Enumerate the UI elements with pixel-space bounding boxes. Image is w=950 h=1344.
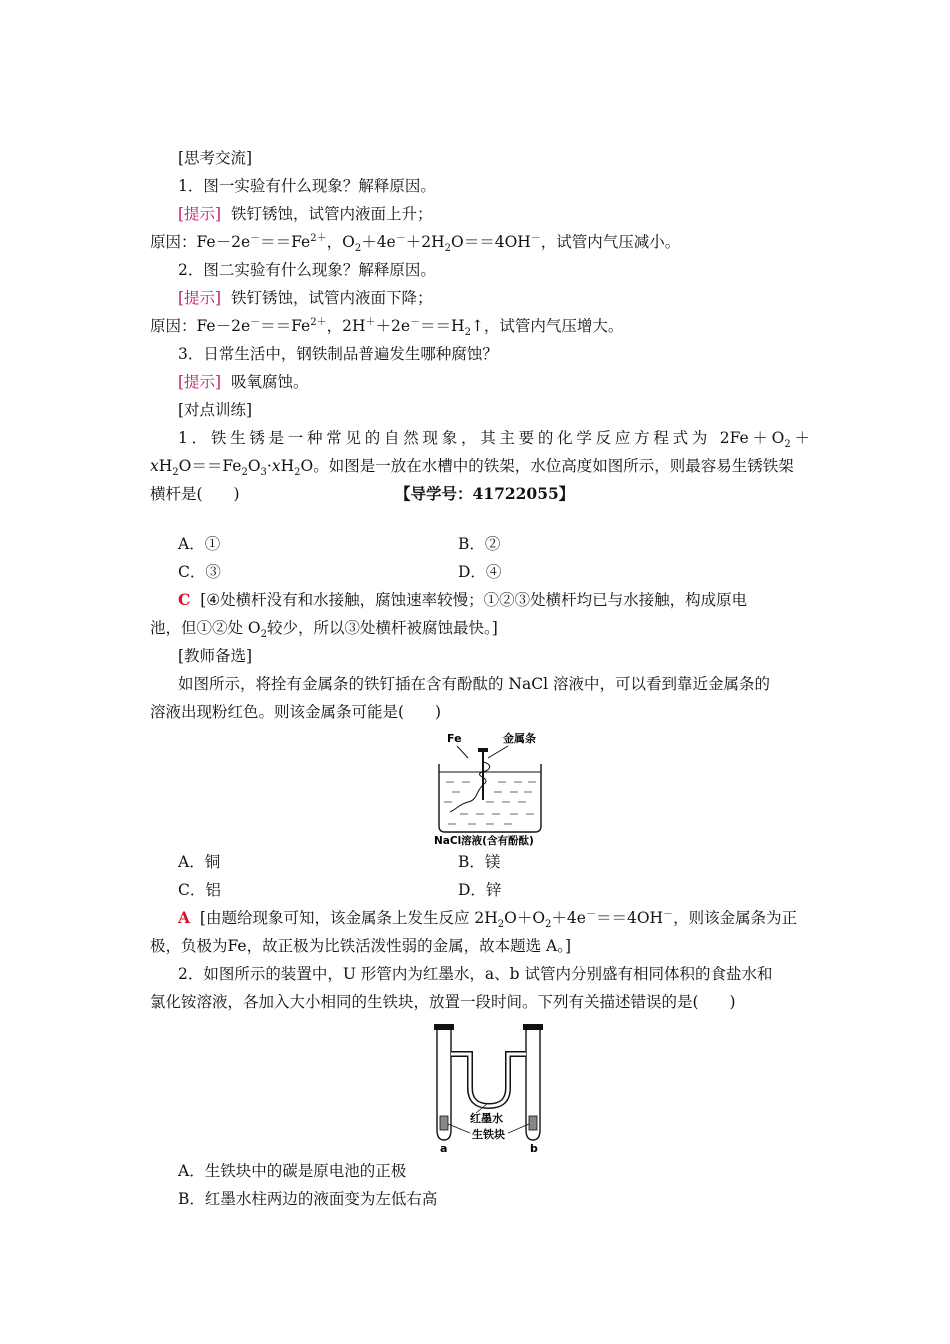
guide-number: 【导学号：41722055】 [395, 484, 575, 503]
section-teacher-heading: [教师备选] [178, 647, 253, 665]
iron-block-b [529, 1116, 537, 1130]
practice-1-option-c: C．③ [178, 563, 221, 581]
hint-tag: [提示] [178, 205, 222, 223]
teacher-explanation-1: A [由题给现象可知，该金属条上发生反应 $2H_2O+O_2+4e^-==4OH^-$，则该金属条为正 [178, 908, 798, 931]
fig-label-metal: 金属条 [503, 732, 536, 745]
metal-pointer [488, 746, 508, 758]
question-3-hint [178, 371, 838, 393]
practice-1-option-b: B．② [458, 535, 501, 553]
beaker [439, 764, 541, 832]
fig-label-a: a [440, 1142, 448, 1155]
section-practice-heading: [对点训练] [178, 401, 253, 419]
question-3: 3．日常生活中，钢铁制品普遍发生哪种腐蚀？ [178, 345, 498, 363]
fig-caption-nacl: NaCl溶液(含有酚酞) [434, 835, 534, 847]
question-1: 1．图一实验有什么现象？解释原因。 [178, 177, 436, 195]
practice-2-line-2: 氯化铵溶液，各加入大小相同的生铁块，放置一段时间。下列有关描述错误的是( ) [150, 993, 736, 1011]
stopper-a [434, 1024, 454, 1030]
fig-label-iron: 生铁块 [472, 1128, 505, 1141]
practice-2-option-a: A．生铁块中的碳是原电池的正极 [178, 1162, 407, 1180]
stopper-b [523, 1024, 543, 1030]
hint-text: 吸氧腐蚀。 [230, 373, 309, 391]
practice-1-explanation-1: C [④处横杆没有和水接触，腐蚀速率较慢；①②③处横杆均已与水接触，构成原电 [178, 590, 748, 609]
fig-label-fe: Fe [447, 732, 462, 745]
hint-tag: [提示] [178, 373, 222, 391]
question-2-hint [178, 287, 838, 309]
question-1-reason: 原因：$Fe-2e^-==Fe^{2+}$，$O_2+4e^-+2H_2O==4OH^-$，试管内气压减小。 [150, 232, 681, 255]
practice-1-explanation-2: 池，但①②处 $O_2$较少，所以③处横杆被腐蚀最快。] [150, 619, 498, 641]
teacher-question-line-1: 如图所示，将拴有金属条的铁钉插在含有酚酞的 NaCl 溶液中，可以看到靠近金属条的 [178, 675, 770, 693]
section-think-heading: [思考交流] [178, 149, 253, 167]
question-1-hint [178, 203, 838, 225]
teacher-question-line-2: 溶液出现粉红色。则该金属条可能是( ) [150, 703, 442, 721]
u-tube-apparatus-figure [420, 1018, 560, 1158]
answer-letter: C [178, 590, 191, 609]
question-2: 2．图二实验有什么现象？解释原因。 [178, 261, 436, 279]
teacher-option-c: C．铝 [178, 881, 221, 899]
hint-text: 铁钉锈蚀，试管内液面上升； [230, 205, 433, 223]
practice-1-line-3: 横杆是( ) 【导学号：41722055】 [150, 484, 575, 503]
nail-in-nacl-figure [420, 728, 570, 848]
teacher-option-d: D．锌 [458, 881, 502, 899]
hint-tag: [提示] [178, 289, 222, 307]
practice-1-option-d: D．④ [458, 563, 502, 581]
practice-1-option-a: A．① [178, 535, 221, 553]
u-tube [451, 1054, 526, 1106]
teacher-explanation-2: 极，负极为Fe，故正极为比铁活泼性弱的金属，故本题选 A。] [150, 937, 571, 955]
practice-1-line-2: $xH_2O==Fe_2O_3\cdot xH_2O$。如图是一放在水槽中的铁架，水位高度如图所示，则最容易生锈铁架 [150, 457, 794, 479]
question-2-reason: 原因：$Fe-2e^-==Fe^{2+}$，$2H^++2e^-==H_2↑$，试管内气压增大。 [150, 316, 624, 339]
hint-text: 铁钉锈蚀，试管内液面下降； [230, 289, 433, 307]
teacher-option-b: B．镁 [458, 853, 501, 871]
nail-head [478, 748, 488, 752]
iron-block-a [440, 1116, 448, 1130]
teacher-option-a: A．铜 [178, 853, 221, 871]
practice-2-option-b: B．红墨水柱两边的液面变为左低右高 [178, 1190, 438, 1208]
fe-pointer [457, 746, 468, 758]
u-tube-inner [451, 1054, 526, 1106]
answer-letter: A [178, 908, 191, 927]
practice-1-line-1: 1．铁生锈是一种常见的自然现象，其主要的化学反应方程式为 $2Fe+O_2+$ [178, 429, 810, 451]
fig-label-b: b [530, 1142, 538, 1155]
practice-2-line-1: 2．如图所示的装置中，U 形管内为红墨水，a、b 试管内分别盛有相同体积的食盐水和 [178, 965, 773, 983]
liquid-hatching [444, 782, 536, 824]
fig-label-red-ink: 红墨水 [470, 1112, 503, 1125]
